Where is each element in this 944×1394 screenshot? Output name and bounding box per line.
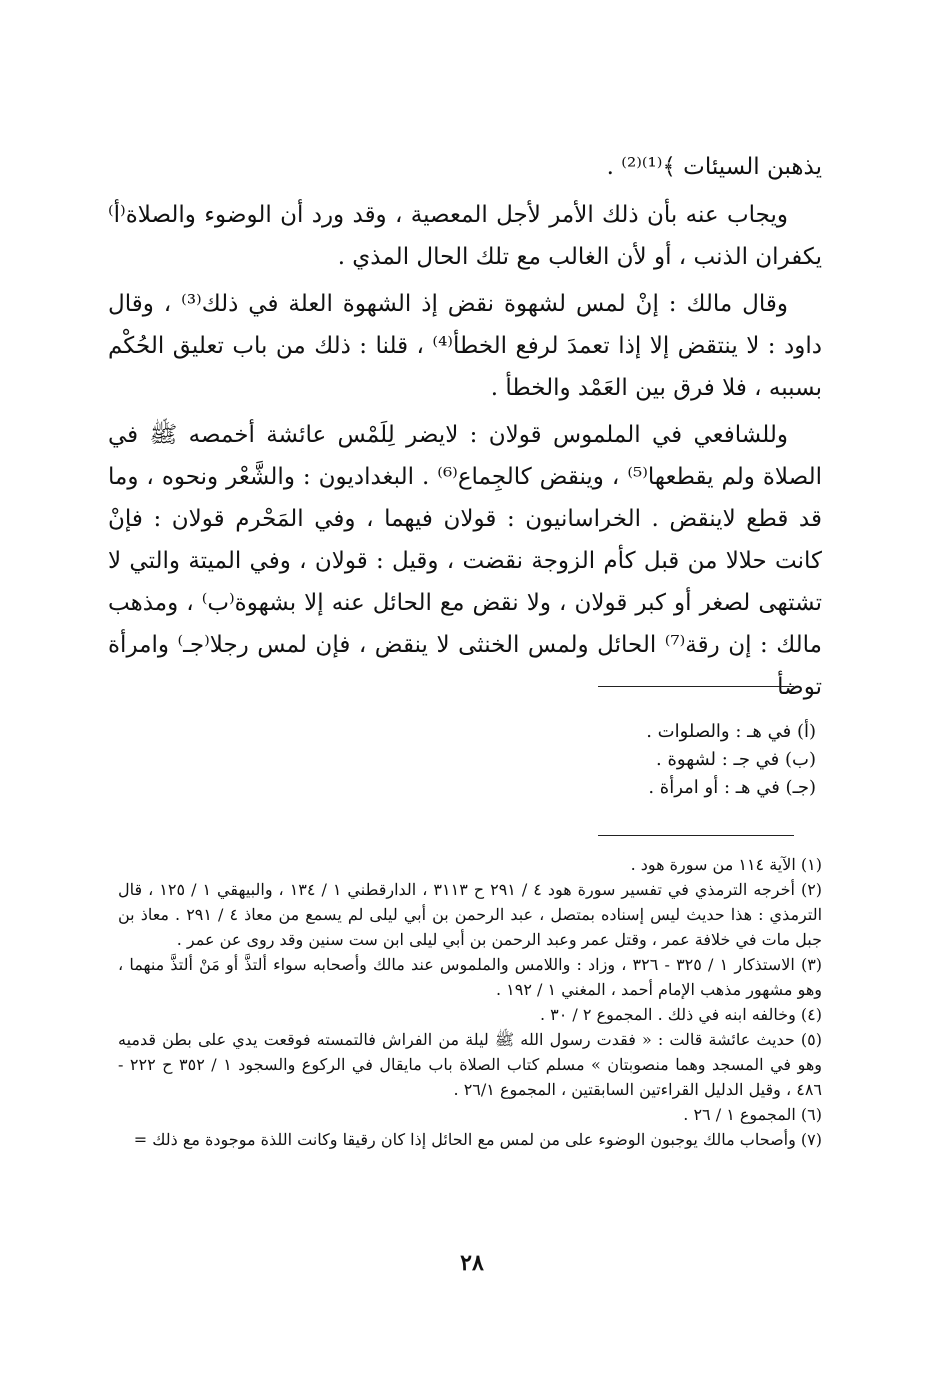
footnote-1: (١) الآية ١١٤ من سورة هود .: [630, 855, 822, 874]
main-text: [108, 146, 822, 713]
paragraph-shafii: وللشافعي في الملموس قولان : لايضر لِلَمْس عائشة أخمصه ﷺ في الصلاة ولم يقطعها⁽⁵⁾ ، وينقض كالجِماع⁽⁶⁾ . البغداديون : والشَّعْر ونحوه ، وما قد قطع لاينقض . الخراسانيون : قولان فيهما ، وفي المَحْرم قولان : فإنْ كانت حلالا من قبل كأم الزوجة نقضت ، وقيل : قولان ، وفي الميتة والتي لا تشتهى لصغر أو كبر قولان ، ولا نقض مع الحائل عنه إلا بشهوة⁽ب⁾ ، ومذهب مالك : إن رقة⁽⁷⁾ الحائل ولمس الخنثى لا ينقض ، فإن لمس رجلا⁽جـ⁾ وامرأة توضأ: [108, 422, 823, 700]
paragraph-continuation: يذهبن السيئات ﴾⁽¹⁾⁽²⁾ .: [606, 154, 822, 180]
footnote-2: (٢) أخرجه الترمذي في تفسير سورة هود ٤ / ٢٩١ ح ٣١١٣ ، الدارقطني ١ / ١٣٤ ، والبيهقي ١ / ١٢٥ ، قال الترمذي : هذا حديث ليس إسناده بمتصل ، عبد الرحمن بن أبي ليلى لم يسمع من معاذ ٤ / ٢٩١ . معاذ بن جبل مات في خلافة عمر ، وقتل عمر وعبد الرحمن بن أبي ليلى ابن ست سنين وقد روى عن عمر .: [118, 880, 823, 949]
footnote-5: (٥) حديث عائشة قالت : « فقدت رسول الله ﷺ ليلة من الفراش فالتمسته فوقعت يدي على بطن قدميه وهو في المسجد وهما منصوبتان » مسلم كتاب الصلاة باب مايقال في الركوع والسجود ١ / ٣٥٢ ح ٢٢٢ - ٤٨٦ ، وقيل الدليل القراءتين السابقتين ، المجموع ٢٦/١ .: [118, 1030, 823, 1099]
footnote-3: (٣) الاستذكار ١ / ٣٢٥ - ٣٢٦ ، وزاد : واللامس والملموس عند مالك وأصحابه سواء ألتذَّ أو مَنْ ألتذَّ منهما ، وهو مشهور مذهب الإمام أحمد ، المغني ١ / ١٩٢ .: [118, 955, 823, 999]
variant-notes: [176, 718, 816, 802]
footnote-4: (٤) وخالفه ابنه في ذلك . المجموع ٢ / ٣٠ .: [539, 1005, 822, 1024]
footnotes-divider: [598, 835, 794, 836]
variant-notes-divider: [598, 686, 794, 687]
footnotes: [118, 852, 822, 1152]
page-number: ٢٨: [460, 1250, 484, 1276]
variant-note-c: (جـ) في هـ : أو امرأة .: [648, 777, 816, 798]
paragraph-response: ويجاب عنه بأن ذلك الأمر لأجل المعصية ، وقد ورد أن الوضوء والصلاة⁽أ⁾ يكفران الذنب ، أو لأن الغالب مع تلك الحال المذي .: [108, 202, 822, 270]
paragraph-malik: وقال مالك : إنْ لمس لشهوة نقض إذ الشهوة العلة في ذلك⁽³⁾ ، وقال داود : لا ينتقض إلا إذا تعمدَ لرفع الخطأ⁽⁴⁾ ، قلنا : ذلك من باب تعليق الحُكْم بسببه ، فلا فرق بين العَمْد والخطأ .: [108, 291, 822, 401]
variant-note-b: (ب) في جـ : لشهوة .: [656, 749, 816, 770]
variant-note-a: (أ) في هـ : والصلوات .: [646, 721, 816, 742]
footnote-7: (٧) وأصحاب مالك يوجبون الوضوء على من لمس مع الحائل إذا كان رقيقا وكانت اللذة موجودة مع ذلك =: [133, 1130, 822, 1149]
footnote-6: (٦) المجموع ١ / ٢٦ .: [683, 1105, 822, 1124]
